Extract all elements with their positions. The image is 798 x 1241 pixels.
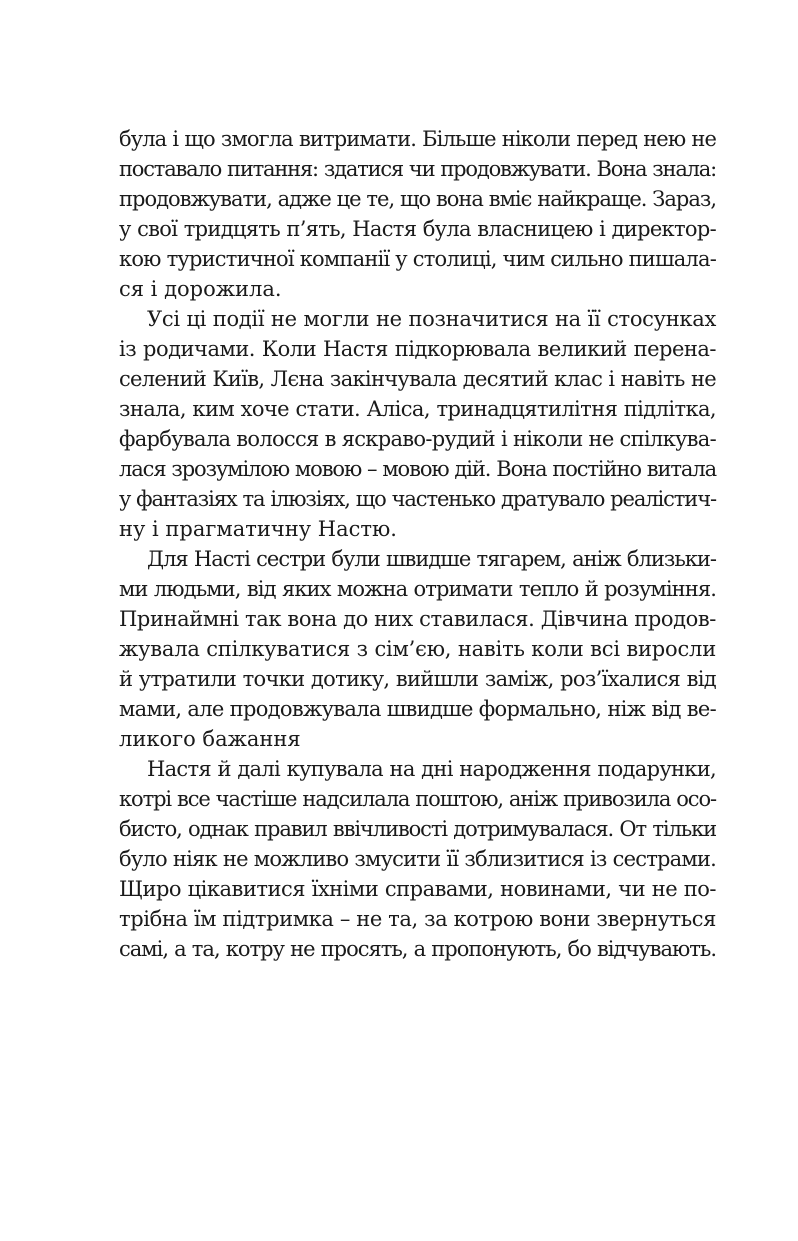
paragraph-3 [119,544,716,754]
text-line: Усі ці події не могли не позначитися на її стосунках [147,307,716,331]
text-line: кою туристичної компанії у столиці, чим сильно пишала- [119,247,716,271]
text-line: бисто, однак правил ввічливості дотримувалася. От тільки [119,817,716,841]
text-line: Настя й далі купувала на дні народження подарунки, [147,757,716,781]
body-text [119,124,716,964]
text-line: Принаймні так вона до них ставилася. Дівчина продов- [119,607,716,631]
text-line: фарбувала волосся в яскраво-рудий і ніколи не спілкува- [119,427,716,451]
text-line: мами, але продовжувала швидше формально, ніж від ве- [119,697,716,721]
text-line: ся і дорожила. [119,277,282,301]
text-line: Для Насті сестри були швидше тягарем, аніж близьки- [147,547,716,571]
text-line: із родичами. Коли Настя підкорювала великий перена- [119,337,716,361]
text-line: ну і прагматичну Настю. [119,517,397,541]
text-line: було ніяк не можливо змусити її зблизитися із сестрами. [119,847,716,871]
text-line: продовжувати, адже це те, що вона вміє найкраще. Зараз, [119,187,716,211]
text-line: трібна їм підтримка – не та, за котрою вони звернуться [119,907,716,931]
paragraph-2 [119,304,716,544]
text-line: жувала спілкуватися з сім’єю, навіть коли всі виросли [119,637,716,661]
paragraph-4 [119,754,716,964]
text-line: у свої тридцять п’ять, Настя була власницею і директор- [119,217,716,241]
text-line: ми людьми, від яких можна отримати тепло й розуміння. [119,577,716,601]
paragraph-1 [119,124,716,304]
text-line: була і що змогла витримати. Більше ніколи перед нею не [119,127,716,151]
text-line: самі, а та, котру не просять, а пропонують, бо відчувають. [119,937,716,961]
text-line: котрі все частіше надсилала поштою, аніж привозила осо- [119,787,716,811]
text-line: лася зрозумілою мовою – мовою дій. Вона постійно витала [119,457,716,481]
text-line: Щиро цікавитися їхніми справами, новинами, чи не по- [119,877,716,901]
text-line: у фантазіях та ілюзіях, що частенько дратувало реалістич- [119,487,716,511]
text-line: й утратили точки дотику, вийшли заміж, роз’їхалися від [119,667,716,691]
text-line: поставало питання: здатися чи продовжувати. Вона знала: [119,157,716,181]
text-line: ликого бажання [119,727,301,751]
text-line: знала, ким хоче стати. Аліса, тринадцятилітня підлітка, [119,397,716,421]
text-line: селений Київ, Лєна закінчувала десятий клас і навіть не [119,367,716,391]
